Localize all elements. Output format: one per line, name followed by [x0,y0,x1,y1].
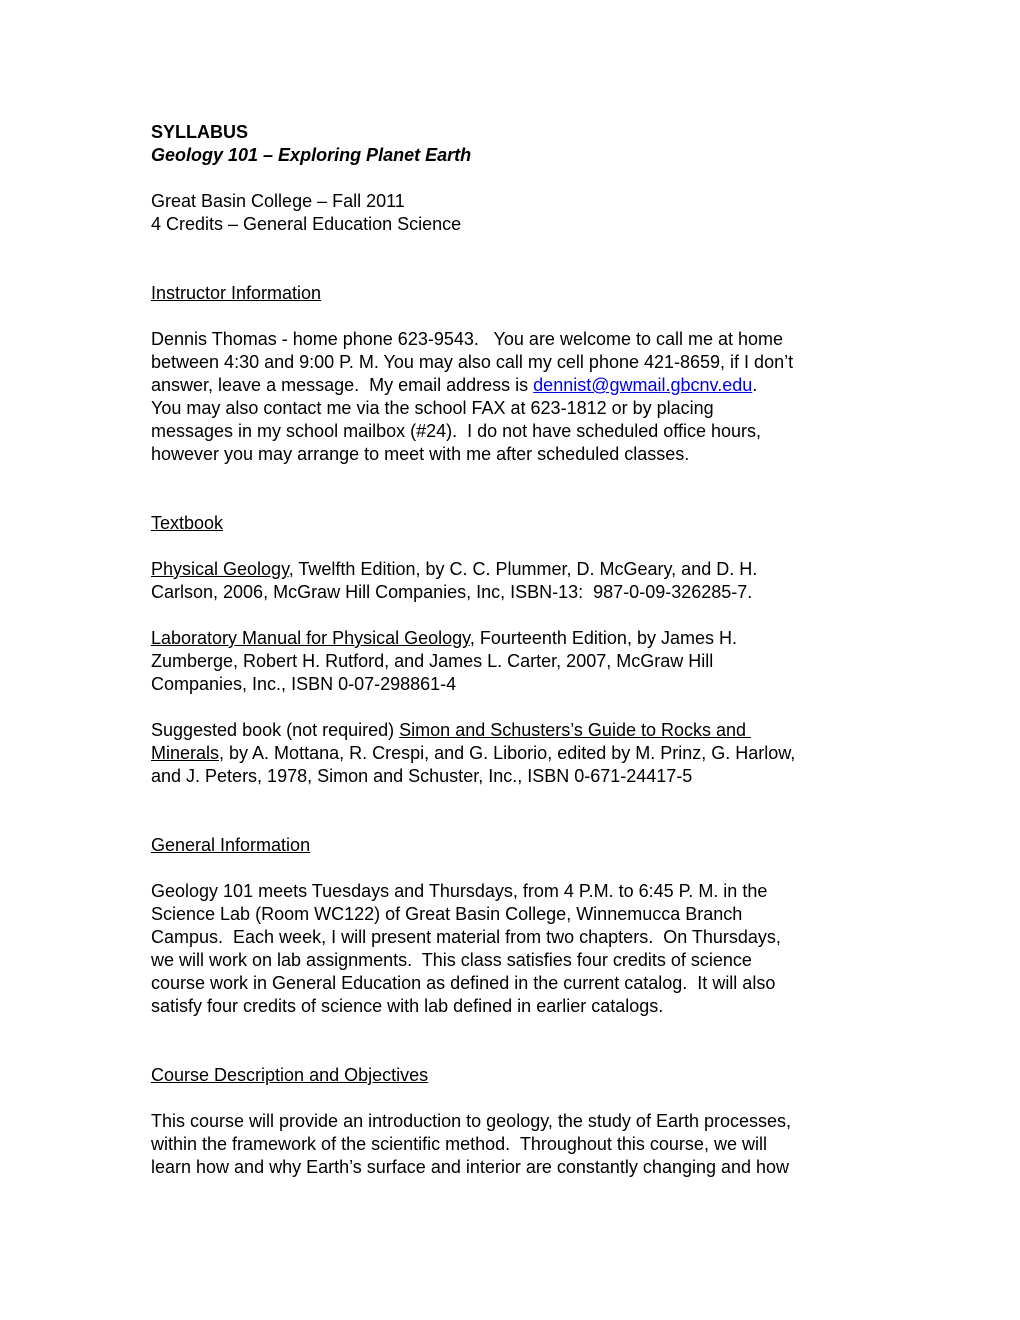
paragraph-text: , Twelfth Edition, by C. C. Plummer, D. McGeary, and D. H. [288,559,758,579]
paragraph-line: Companies, Inc., ISBN 0-07-298861-4 [151,674,457,694]
paragraph-line [151,374,891,397]
paragraph-line [151,558,891,581]
paragraph-line: and J. Peters, 1978, Simon and Schuster, Inc., ISBN 0-671-24417-5 [151,766,693,786]
paragraph-text: . [752,375,758,395]
instructor-paragraph [151,328,891,466]
paragraph-line [151,742,891,765]
paragraph-line: however you may arrange to meet with me after scheduled classes. [151,444,690,464]
course-heading [151,1064,891,1087]
paragraph-line: Carlson, 2006, McGraw Hill Companies, Inc, ISBN-13: 987-0-09-326285-7. [151,582,753,602]
book-title: Physical Geology [151,559,289,579]
paragraph-line: messages in my school mailbox (#24). I do not have scheduled office hours, [151,421,761,441]
paragraph-text: , Fourteenth Edition, by James H. [469,628,737,648]
course-paragraph [151,1110,891,1179]
paragraph-line: learn how and why Earth’s surface and interior are constantly changing and how [151,1157,790,1177]
paragraph-line: within the framework of the scientific method. Throughout this course, we will [151,1134,767,1154]
paragraph-line: Dennis Thomas - home phone 623-9543. You are welcome to call me at home [151,329,784,349]
paragraph-line: we will work on lab assignments. This class satisfies four credits of science [151,950,752,970]
email-link[interactable]: dennist@gwmail.gbcnv.edu [533,375,753,395]
paragraph-line: between 4:30 and 9:00 P. M. You may also call my cell phone 421-8659, if I don’t [151,352,794,372]
paragraph-line: Science Lab (Room WC122) of Great Basin College, Winnemucca Branch [151,904,743,924]
paragraph-text: Suggested book (not required) [151,720,400,740]
textbook-entry-3 [151,719,891,788]
book-title: Laboratory Manual for Physical Geology [151,628,470,648]
textbook-heading [151,512,891,535]
course-title: Geology 101 – Exploring Planet Earth [151,145,472,165]
instructor-heading [151,282,891,305]
course-meta [151,190,891,236]
paragraph-line: This course will provide an introduction to geology, the study of Earth processes, [151,1111,792,1131]
paragraph-line: satisfy four credits of science with lab defined in earlier catalogs. [151,996,664,1016]
book-title: Minerals [151,743,220,763]
paragraph-text: answer, leave a message. My email address is [151,375,534,395]
credits-line: 4 Credits – General Education Science [151,214,462,234]
paragraph-text: , by A. Mottana, R. Crespi, and G. Liborio, edited by M. Prinz, G. Harlow, [219,743,796,763]
section-heading: Textbook [151,513,224,533]
college-term: Great Basin College – Fall 2011 [151,191,405,211]
paragraph-line [151,719,891,742]
document-header [151,121,891,167]
paragraph-line: Geology 101 meets Tuesdays and Thursdays, from 4 P.M. to 6:45 P. M. in the [151,881,768,901]
paragraph-line: You may also contact me via the school FAX at 623-1812 or by placing [151,398,714,418]
document-title: SYLLABUS [151,122,249,142]
paragraph-line: course work in General Education as defined in the current catalog. It will also [151,973,776,993]
paragraph-line: Campus. Each week, I will present material from two chapters. On Thursdays, [151,927,781,947]
general-paragraph [151,880,891,1018]
textbook-entry-1 [151,558,891,604]
paragraph-line [151,627,891,650]
book-title: Simon and Schusters’s Guide to Rocks and [399,720,752,740]
paragraph-line: Zumberge, Robert H. Rutford, and James L. Carter, 2007, McGraw Hill [151,651,714,671]
textbook-entry-2 [151,627,891,696]
general-heading [151,834,891,857]
section-heading: General Information [151,835,311,855]
section-heading: Instructor Information [151,283,322,303]
section-heading: Course Description and Objectives [151,1065,429,1085]
